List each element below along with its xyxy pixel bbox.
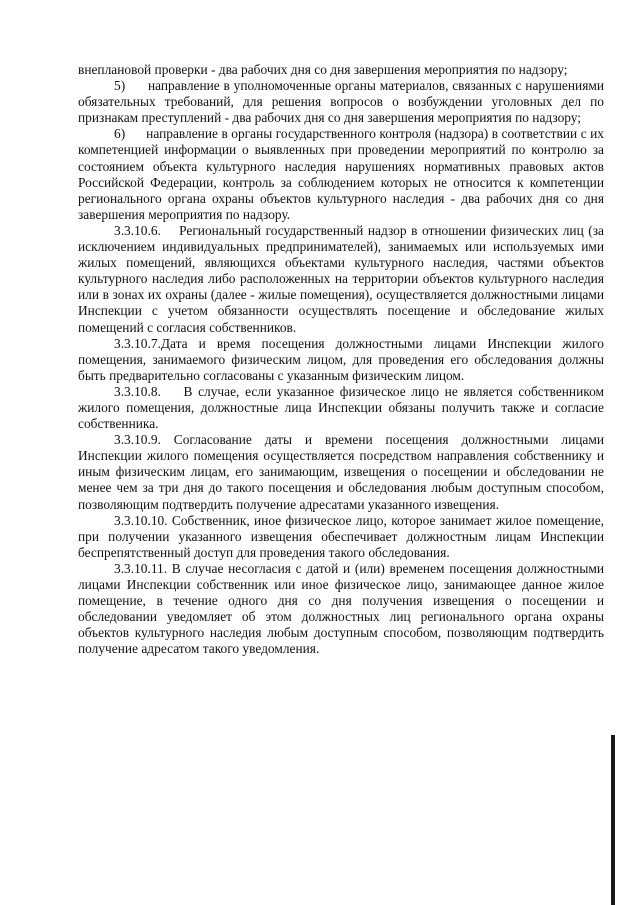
document-body (78, 62, 604, 657)
paragraph-item-5: 5) направление в уполномоченные органы материалов, связанных с нарушениями обязательных требований, для решения вопросов о возбуждении уголовных дел по признакам преступлений - два рабочих дня со дня завершения мероприятия по надзору; (78, 78, 604, 126)
paragraph-3-3-10-11: 3.3.10.11. В случае несогласия с датой и (или) временем посещения должностными лицами Инспекции собственник или иное физическое лицо, занимающее данное жилое помещение, в течение одного дня со дня получения извещения о посещении и обследовании уведомляет об этом должностных лиц регионального органа охраны объектов культурного наследия любым доступным способом, позволяющим подтвердить получение адресатом такого уведомления. (78, 560, 604, 657)
paragraph-3-3-10-9: 3.3.10.9. Согласование даты и времени посещения должностными лицами Инспекции жилого помещения осуществляется посредством направления собственнику и иным физическим лицам, его занимающим, извещения о посещении и обследовании не менее чем за три дня до такого посещения и обследования любым доступным способом, позволяющим подтвердить получение адресатами указанного извещения. (78, 432, 604, 512)
paragraph-3-3-10-8: 3.3.10.8. В случае, если указанное физическое лицо не является собственником жилого помещения, должностные лица Инспекции обязаны получить также и согласие собственника. (78, 383, 604, 432)
paragraph-continuation: внеплановой проверки - два рабочих дня со дня завершения мероприятия по надзору; (78, 62, 568, 77)
paragraph-3-3-10-7: 3.3.10.7.Дата и время посещения должностными лицами Инспекции жилого помещения, занимаемого физическим лицом, для проведения его обследования должны быть предварительно согласованы с указанным физическим лицом. (78, 335, 604, 383)
scan-edge-mark (611, 735, 615, 905)
paragraph-3-3-10-6: 3.3.10.6. Региональный государственный надзор в отношении физических лиц (за исключением индивидуальных предпринимателей), занимаемых или используемых ими жилых помещений, являющихся объектами культурного наследия, частями объектов культурного наследия либо расположенных на территории объектов культурного наследия или в зонах их охраны (далее - жилые помещения), осуществляется должностными лицами Инспекции с учетом обязанности осуществлять посещение и обследование жилых помещений с согласия собственников. (78, 222, 604, 335)
paragraph-item-6: 6) направление в органы государственного контроля (надзора) в соответствии с их компетенцией информации о выявленных при проведении мероприятий по контролю за состоянием объекта культурного наследия нарушениях нормативных правовых актов Российской Федерации, контроль за соблюдением которых не относится к компетенции регионального органа охраны объектов культурного наследия - два рабочих дня со дня завершения мероприятия по надзору. (78, 126, 604, 222)
paragraph-3-3-10-10: 3.3.10.10. Собственник, иное физическое лицо, которое занимает жилое помещение, при получении указанного извещения обеспечивает должностным лицам Инспекции беспрепятственный доступ для проведения такого обследования. (78, 512, 604, 560)
